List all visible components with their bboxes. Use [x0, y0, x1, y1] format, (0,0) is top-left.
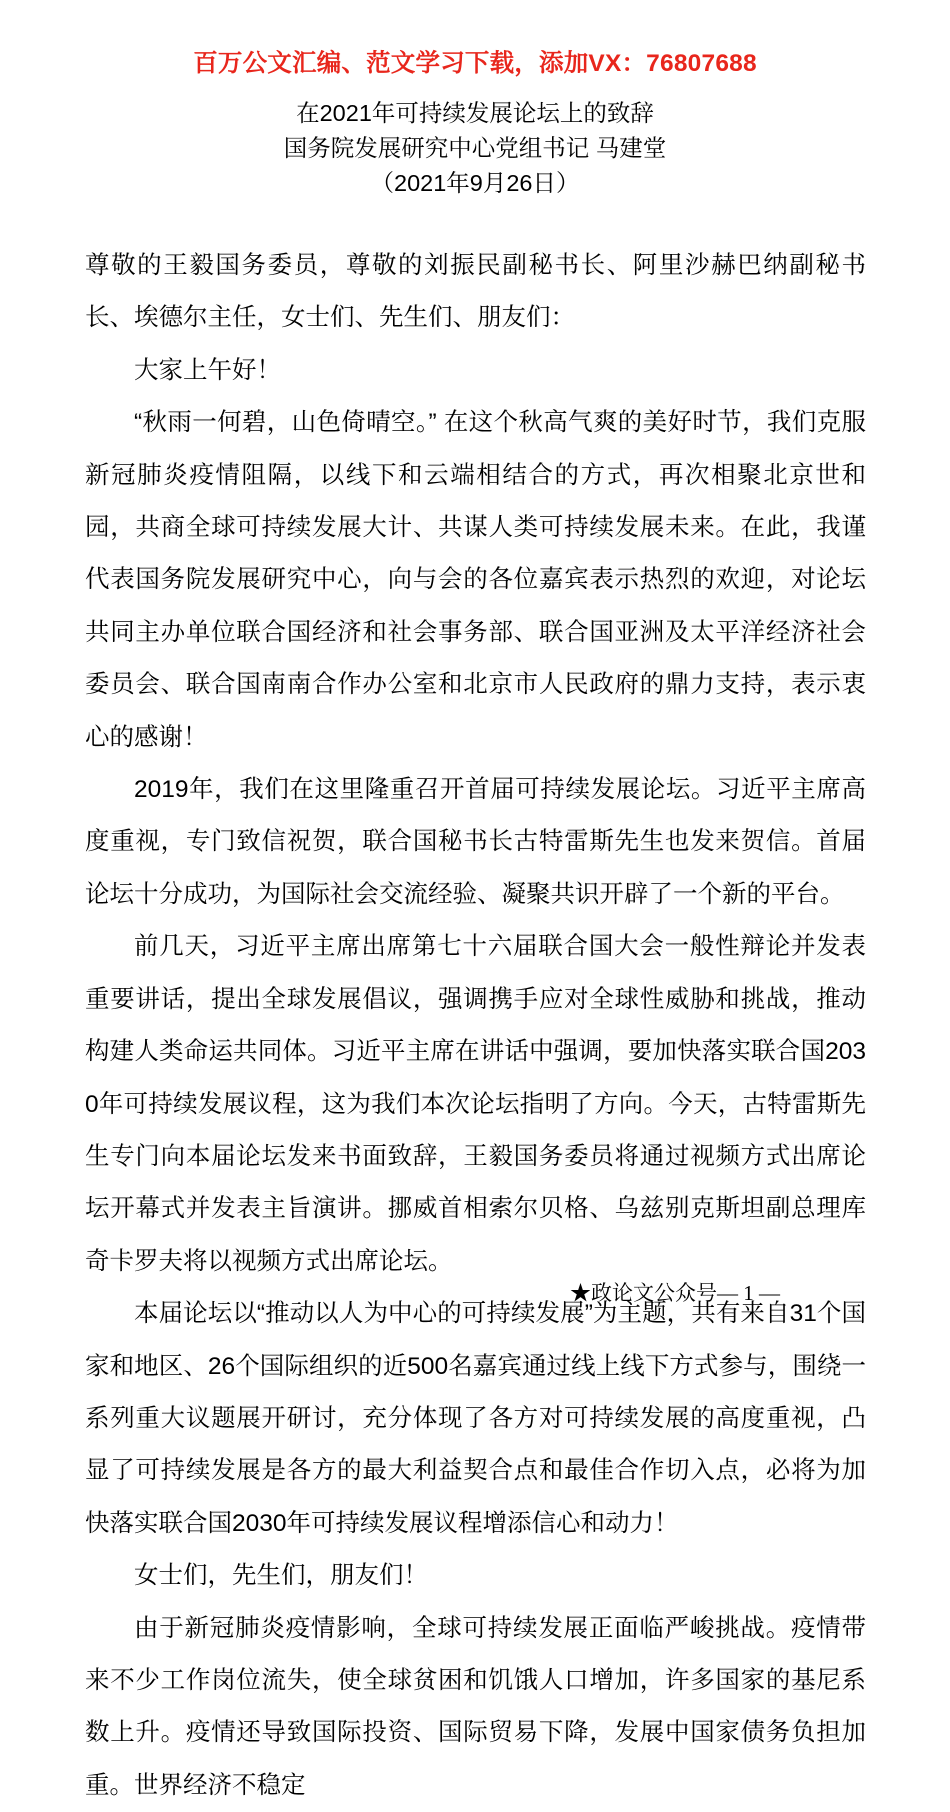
footer-inner	[570, 1277, 780, 1307]
body-paragraph: “秋雨一何碧，山色倚晴空。” 在这个秋高气爽的美好时节，我们克服新冠肺炎疫情阻隔，以线下和云端相结合的方式，再次相聚北京世和园，共商全球可持续发展大计、共谋人类可持续发展未来。在此，我谨代表国务院发展研究中心，向与会的各位嘉宾表示热烈的欢迎，对论坛共同主办单位联合国经济和社会事务部、联合国亚洲及太平洋经济社会委员会、联合国南南合作办公室和北京市人民政府的鼎力支持，表示衷心的感谢！	[85, 409, 866, 751]
body-paragraph: 尊敬的王毅国务委员，尊敬的刘振民副秘书长、阿里沙赫巴纳副秘书长、埃德尔主任，女士们、先生们、朋友们：	[85, 252, 866, 332]
body-paragraph: 大家上午好！	[134, 356, 281, 384]
page-footer	[0, 1277, 950, 1307]
author-line: 国务院发展研究中心党组书记 马建堂	[283, 135, 667, 161]
date-line: （2021年9月26日）	[370, 170, 580, 196]
body-paragraph: 前几天，习近平主席出席第七十六届联合国大会一般性辩论并发表重要讲话，提出全球发展倡议，强调携手应对全球性威胁和挑战，推动构建人类命运共同体。习近平主席在讲话中强调，要加快落实联合国2030年可持续发展议程，这为我们本次论坛指明了方向。今天，古特雷斯先生专门向本届论坛发来书面致辞，王毅国务委员将通过视频方式出席论坛开幕式并发表主旨演讲。挪威首相索尔贝格、乌兹别克斯坦副总理库奇卡罗夫将以视频方式出席论坛。	[85, 933, 866, 1275]
document-body	[85, 240, 866, 1812]
promo-watermark-header: 百万公文汇编、范文学习下载，添加VX：76807688	[193, 50, 757, 77]
title-block	[0, 96, 950, 201]
footer-account-name: 政论文公众号	[591, 1281, 717, 1305]
document-title: 在2021年可持续发展论坛上的致辞	[296, 100, 654, 126]
body-paragraph: 本届论坛以“推动以人为中心的可持续发展”为主题，共有来自31个国家和地区、26个国际组织的近500名嘉宾通过线上线下方式参与，围绕一系列重大议题展开研讨，充分体现了各方对可持续发展的高度重视，凸显了可持续发展是各方的最大利益契合点和最佳合作切入点，必将为加快落实联合国2030年可持续发展议程增添信心和动力！	[85, 1300, 866, 1537]
body-paragraph: 2019年，我们在这里隆重召开首届可持续发展论坛。习近平主席高度重视，专门致信祝贺，联合国秘书长古特雷斯先生也发来贺信。首届论坛十分成功，为国际社会交流经验、凝聚共识开辟了一个新的平台。	[85, 776, 866, 908]
star-icon: ★	[570, 1281, 591, 1305]
body-paragraph: 女士们，先生们，朋友们！	[134, 1562, 428, 1590]
body-paragraph: 由于新冠肺炎疫情影响，全球可持续发展正面临严峻挑战。疫情带来不少工作岗位流失，使全球贫困和饥饿人口增加，许多国家的基尼系数上升。疫情还导致国际投资、国际贸易下降，发展中国家债务负担加重。世界经济不稳定	[85, 1614, 866, 1799]
page-number: — 1 —	[717, 1281, 780, 1305]
